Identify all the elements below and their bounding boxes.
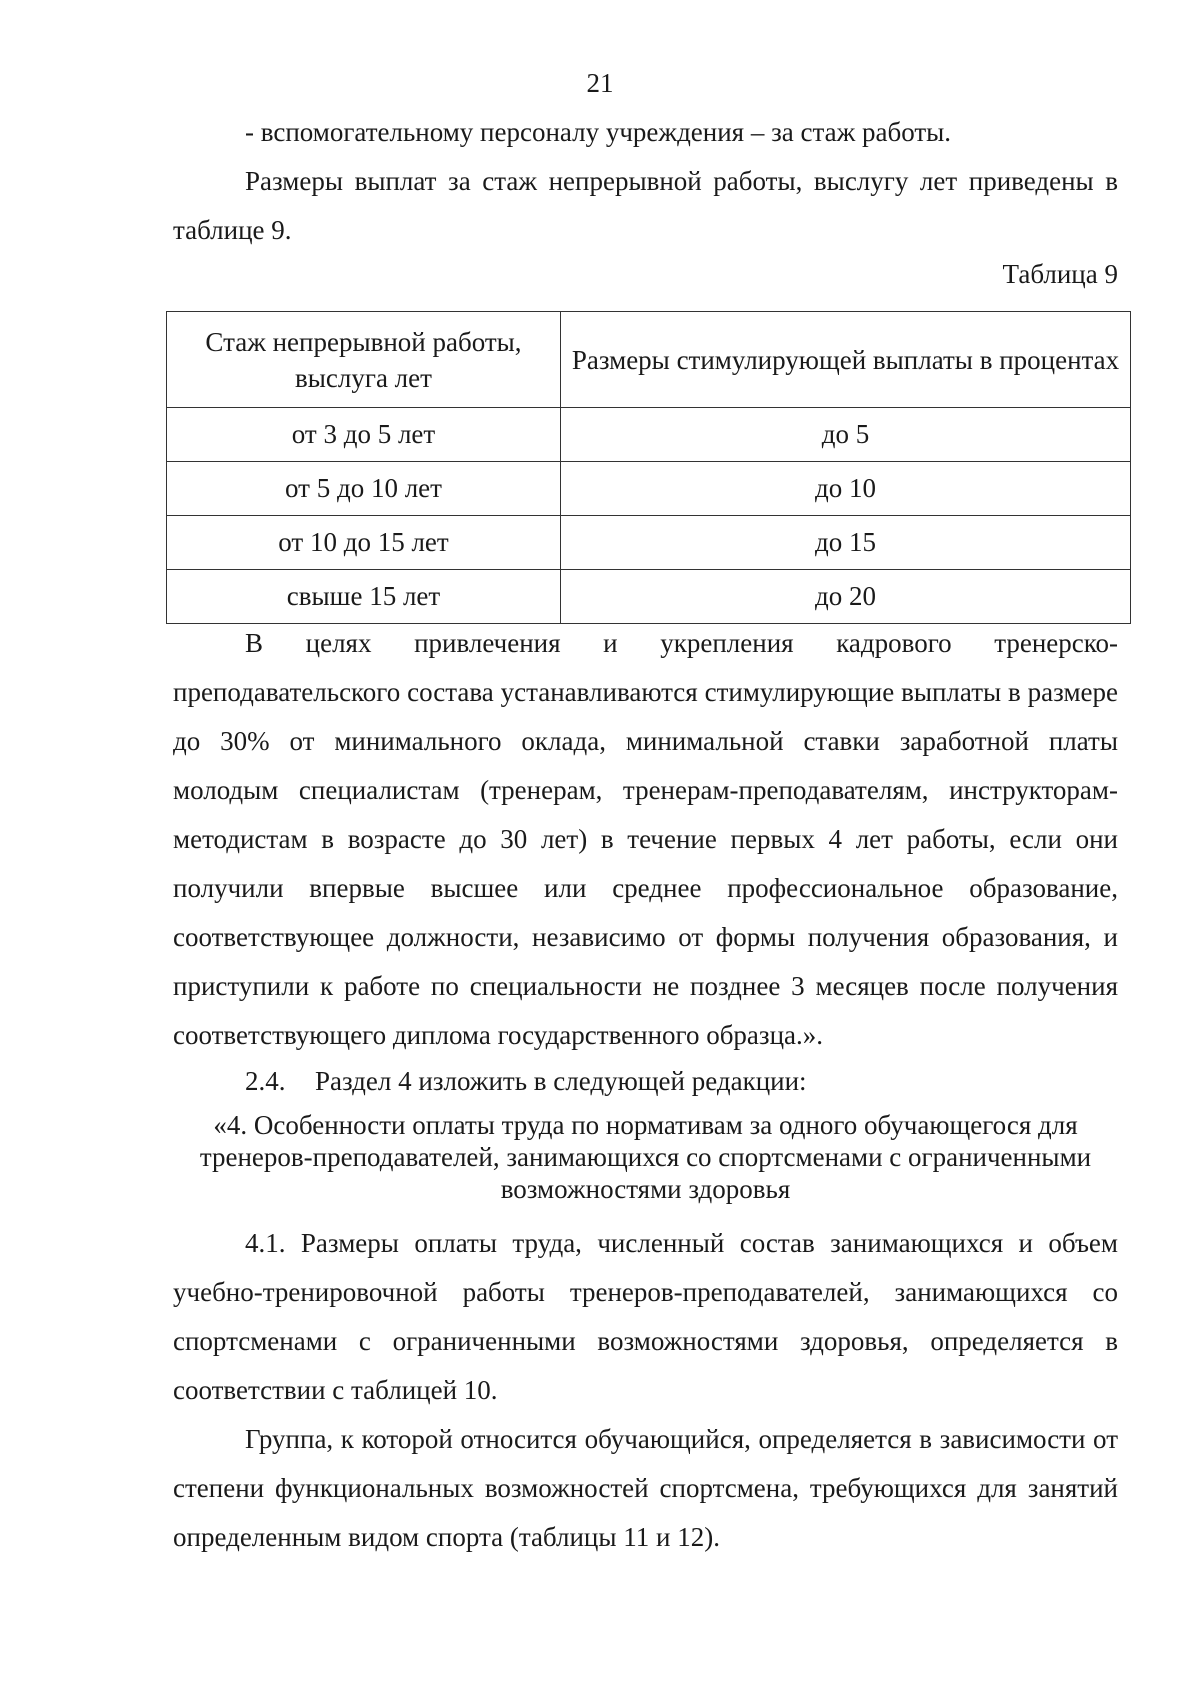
page-number: 21	[586, 68, 614, 98]
table-row	[167, 516, 1131, 570]
table-cell-experience: от 10 до 15 лет	[167, 516, 561, 570]
table-header-cell: Размеры стимулирующей выплаты в процентах	[561, 312, 1131, 408]
item-text: Раздел 4 изложить в следующей редакции:	[315, 1066, 807, 1096]
intro-paragraph: Размеры выплат за стаж непрерывной работы, выслугу лет приведены в таблице 9.	[173, 166, 1118, 245]
table-cell-payment: до 15	[561, 516, 1131, 570]
table-caption: Таблица 9	[1002, 259, 1118, 289]
table-row	[167, 462, 1131, 516]
table-cell-payment: до 20	[561, 570, 1131, 624]
table-header-row	[167, 312, 1131, 408]
table-row	[167, 570, 1131, 624]
table-cell-experience: от 3 до 5 лет	[167, 408, 561, 462]
table-header-cell: Стаж непрерывной работы, выслуга лет	[167, 312, 561, 408]
group-paragraph: Группа, к которой относится обучающийся, определяется в зависимости от степени функциональных возможностей спортсмена, требующихся для занятий определенным видом спорта (таблицы 11 и 12).	[173, 1424, 1118, 1552]
item-2-4	[245, 1057, 807, 1106]
table-row	[167, 408, 1131, 462]
section-heading: «4. Особенности оплаты труда по нормативам за одного обучающегося для тренеров-преподавателей, занимающихся со спортсменами с ограниченными возможностями здоровья	[199, 1110, 1092, 1204]
young-specialists-paragraph: В целях привлечения и укрепления кадрового тренерско-преподавательского состава устанавливаются стимулирующие выплаты в размере до 30% от минимального оклада, минимальной ставки заработной платы молодым специалистам (тренерам, тренерам-преподавателям, инструкторам-методистам в возрасте до 30 лет) в течение первых 4 лет работы, если они получили впервые высшее или среднее профессиональное образование, соответствующее должности, независимо от формы получения образования, и приступили к работе по специальности не позднее 3 месяцев после получения соответствующего диплома государственного образца.».	[173, 628, 1118, 1050]
table-cell-experience: свыше 15 лет	[167, 570, 561, 624]
paragraph-4-1: 4.1. Размеры оплаты труда, численный состав занимающихся и объем учебно-тренировочной работы тренеров-преподавателей, занимающихся со спортсменами с ограниченными возможностями здоровья, определяется в соответствии с таблицей 10.	[173, 1228, 1118, 1405]
table-cell-payment: до 10	[561, 462, 1131, 516]
intro-line: - вспомогательному персоналу учреждения – за стаж работы.	[245, 117, 952, 147]
item-number: 2.4.	[245, 1066, 286, 1096]
table-cell-payment: до 5	[561, 408, 1131, 462]
table-9	[166, 311, 1131, 624]
table-cell-experience: от 5 до 10 лет	[167, 462, 561, 516]
